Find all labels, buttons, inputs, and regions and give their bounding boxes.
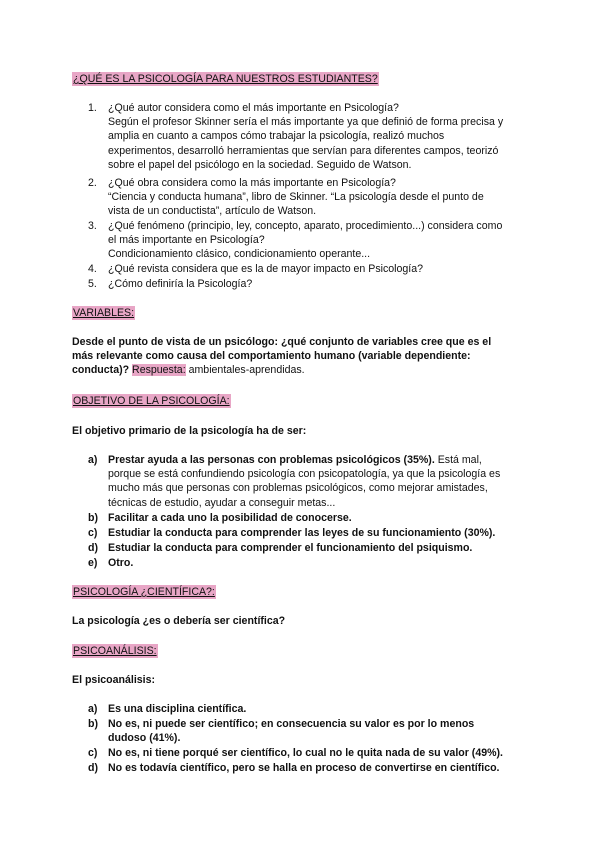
list-item bbox=[88, 511, 528, 525]
answer-line: “Ciencia y conducta humana”, libro de Skinner. “La psicología desde el punto de bbox=[108, 191, 484, 204]
question-text: ¿Qué autor considera como el más importante en Psicología? bbox=[108, 102, 399, 114]
response-label: Respuesta: bbox=[132, 364, 186, 377]
list-item bbox=[88, 453, 528, 510]
objetivo-question: El objetivo primario de la psicología ha de ser: bbox=[72, 425, 307, 437]
list-item bbox=[88, 219, 528, 262]
item-number: 2. bbox=[88, 177, 97, 189]
option-comment-line: mucho más que personas con problemas psicológicos, como mejorar amistades, bbox=[108, 482, 488, 495]
answer-line: Condicionamiento clásico, condicionamiento operante... bbox=[108, 248, 371, 261]
option-letter: b) bbox=[88, 512, 98, 524]
answer-line: vista de un conductista”, artículo de Watson. bbox=[108, 205, 317, 218]
answer-line: experimentos, desarrolló herramientas que servían para diferentes campos, teorizó bbox=[108, 144, 499, 157]
option-text: Estudiar la conducta para comprender las leyes de su funcionamiento (30%). bbox=[108, 527, 496, 539]
section-heading-que-es: ¿QUÉ ES LA PSICOLOGÍA PARA NUESTROS ESTUDIANTES? bbox=[73, 73, 378, 85]
question-text: ¿Cómo definiría la Psicología? bbox=[108, 278, 253, 290]
item-number: 1. bbox=[88, 102, 97, 114]
question-text: ¿Qué revista considera que es la de mayor impacto en Psicología? bbox=[108, 263, 424, 275]
option-text: No es, ni puede ser científico; en consecuencia su valor es por lo menos bbox=[108, 718, 475, 730]
option-text: dudoso (41%). bbox=[108, 732, 181, 745]
question-text: el más importante en Psicología? bbox=[108, 234, 265, 247]
option-letter: c) bbox=[88, 527, 98, 539]
answer-line: sobre el papel del psicólogo en la sociedad. Seguido de Watson. bbox=[108, 158, 412, 171]
item-number: 4. bbox=[88, 263, 97, 275]
list-item bbox=[88, 761, 558, 775]
section-heading-psicoanalisis: PSICOANÁLISIS: bbox=[73, 645, 157, 657]
cientifica-question: La psicología ¿es o debería ser científica? bbox=[72, 615, 286, 627]
psicoanalisis-question: El psicoanálisis: bbox=[72, 674, 156, 686]
option-letter: a) bbox=[88, 454, 98, 466]
section-heading-variables: VARIABLES: bbox=[73, 307, 135, 319]
option-text: Estudiar la conducta para comprender el funcionamiento del psiquismo. bbox=[108, 542, 473, 554]
option-comment-line: técnicas de estudio, ayudar a conseguir metas... bbox=[108, 496, 336, 509]
variables-paragraph bbox=[72, 335, 532, 378]
option-text: No es, ni tiene porqué ser científico, lo cual no le quita nada de su valor (49%). bbox=[108, 747, 503, 759]
variables-question-line: Desde el punto de vista de un psicólogo: ¿qué conjunto de variables cree que es el bbox=[72, 336, 492, 348]
answer-line: amplia en cuanto a campos cómo trabajar la psicología, realizó muchos bbox=[108, 130, 445, 143]
section-heading-objetivo: OBJETIVO DE LA PSICOLOGÍA: bbox=[73, 395, 230, 407]
item-number: 3. bbox=[88, 220, 97, 232]
option-letter: c) bbox=[88, 747, 98, 759]
option-text: Otro. bbox=[108, 557, 134, 569]
list-item bbox=[88, 746, 558, 760]
section-heading-cientifica: PSICOLOGÍA ¿CIENTÍFICA?: bbox=[73, 586, 215, 598]
option-comment-line: porque se está confundiendo psicología con psicopatología, ya que la psicología es bbox=[108, 468, 501, 481]
option-letter: b) bbox=[88, 718, 98, 730]
list-item bbox=[88, 277, 528, 291]
list-item bbox=[88, 101, 528, 172]
item-number: 5. bbox=[88, 278, 97, 290]
list-item bbox=[88, 717, 528, 745]
option-letter: d) bbox=[88, 542, 98, 554]
list-item bbox=[88, 176, 528, 219]
response-text: ambientales-aprendidas. bbox=[185, 364, 305, 377]
option-text: Facilitar a cada uno la posibilidad de conocerse. bbox=[108, 512, 352, 524]
option-comment: Está mal, bbox=[434, 454, 482, 466]
list-item bbox=[88, 262, 528, 276]
variables-question-line: conducta)? bbox=[72, 364, 130, 377]
list-item bbox=[88, 526, 548, 540]
list-item bbox=[88, 541, 528, 555]
option-text: Es una disciplina científica. bbox=[108, 703, 247, 715]
variables-question-line: más relevante como causa del comportamiento humano (variable dependiente: bbox=[72, 350, 471, 363]
question-text: ¿Qué fenómeno (principio, ley, concepto, aparato, procedimiento...) considera como bbox=[108, 220, 503, 232]
option-text: No es todavía científico, pero se halla en proceso de convertirse en científico. bbox=[108, 762, 500, 774]
option-letter: e) bbox=[88, 557, 98, 569]
answer-line: Según el profesor Skinner sería el más importante ya que definió de forma precisa y bbox=[108, 116, 504, 129]
question-text: ¿Qué obra considera como la más importante en Psicología? bbox=[108, 177, 396, 189]
option-letter: a) bbox=[88, 703, 98, 715]
list-item bbox=[88, 702, 528, 716]
option-letter: d) bbox=[88, 762, 98, 774]
option-text-bold: Prestar ayuda a las personas con problemas psicológicos (35%). bbox=[108, 454, 435, 466]
list-item bbox=[88, 556, 528, 570]
